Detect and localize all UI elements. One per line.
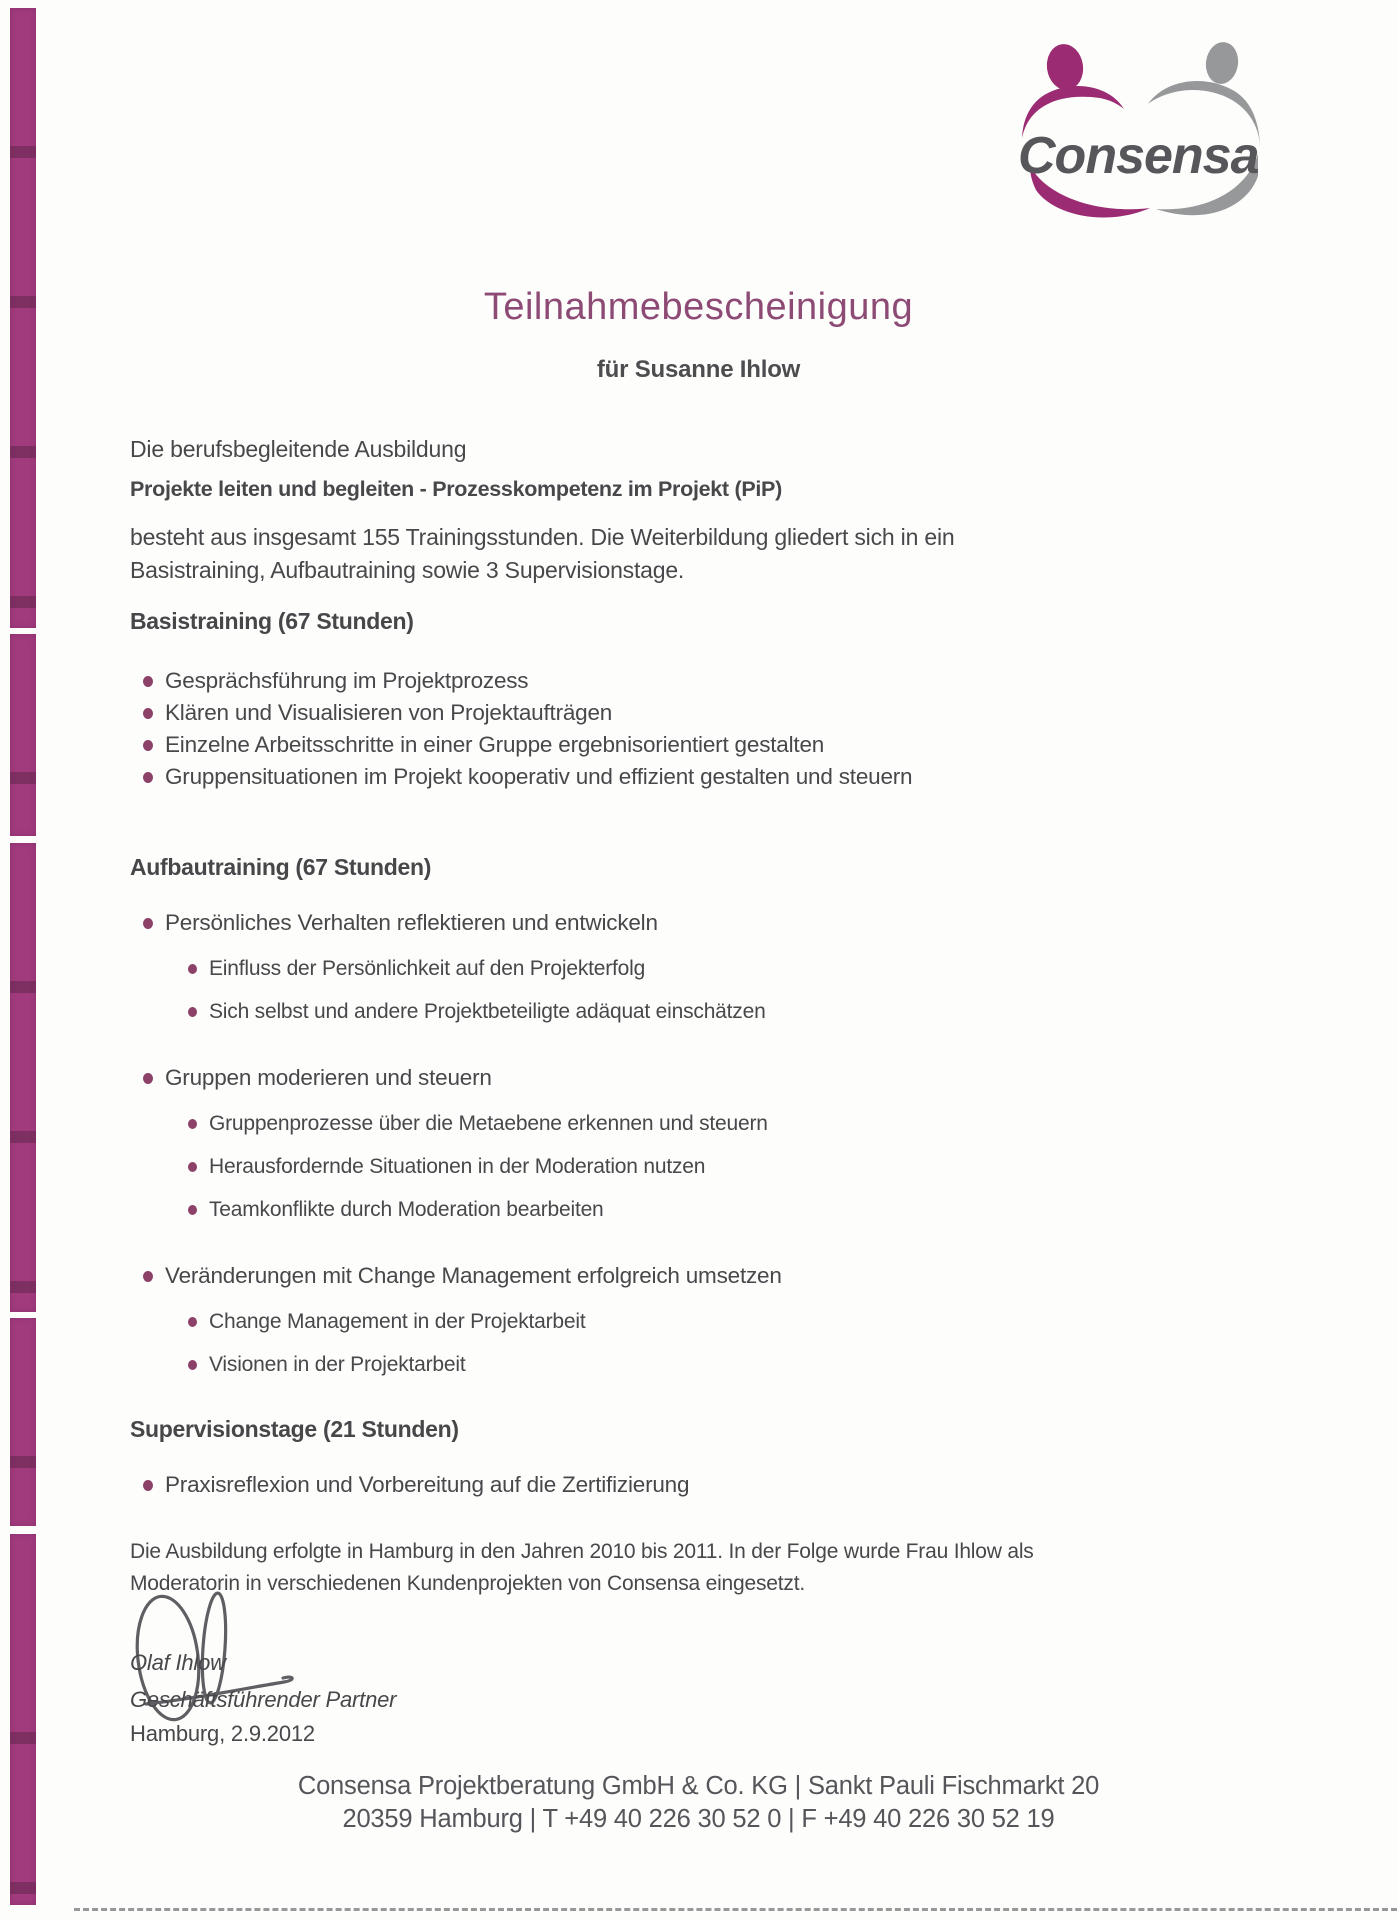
intro-paragraph-line: Basistraining, Aufbautraining sowie 3 Supervisionstage. [130,557,685,583]
consensa-logo [1008,42,1266,222]
footer-address-line: Consensa Projektberatung GmbH & Co. KG | Sankt Pauli Fischmarkt 20 [297,1772,1100,1800]
bullet-item [130,1261,1327,1380]
bullet-list [130,666,1327,792]
scan-bottom-edge [74,1908,1397,1911]
bullet-item-label: Einzelne Arbeitsschritte in einer Gruppe ergebnisorientiert gestalten [165,732,825,757]
bullet-item [130,1063,1327,1225]
sub-bullet-item: Change Management in der Projektarbeit [165,1307,1327,1337]
intro-paragraph [130,521,954,587]
scan-binding-stripe-segment [10,1318,36,1526]
sub-bullet-item: Sich selbst und andere Projektbeteiligte adäquat einschätzen [165,997,1327,1027]
bullet-item-label: Gruppensituationen im Projekt kooperativ und effizient gestalten und steuern [165,764,913,789]
certificate-title: Teilnahmebescheinigung [483,286,914,328]
sub-bullet-item: Herausfordernde Situationen in der Moderation nutzen [165,1152,1327,1182]
company-footer [0,1770,1397,1836]
footer-contact-line: 20359 Hamburg | T +49 40 226 30 52 0 | F +49 40 226 30 52 19 [342,1805,1055,1833]
bullet-item-label: Veränderungen mit Change Management erfolgreich umsetzen [165,1263,782,1288]
bullet-item [130,1470,1327,1500]
sub-bullet-item: Gruppenprozesse über die Metaebene erkennen und steuern [165,1109,1327,1139]
sub-bullet-list [165,954,1327,1027]
signatory-role: Geschäftsführender Partner [130,1687,397,1712]
sub-bullet-list [165,1307,1327,1380]
scan-binding-stripe-segment [10,634,36,836]
bullet-item-label: Praxisreflexion und Vorbereitung auf die Zertifizierung [165,1472,690,1497]
scan-binding-stripe-segment [10,1534,36,1905]
bullet-item [130,666,1327,696]
section-heading: Supervisionstage (21 Stunden) [130,1416,459,1442]
signature-place-date: Hamburg, 2.9.2012 [130,1721,315,1746]
intro-paragraph-line: besteht aus insgesamt 155 Trainingsstunden. Die Weiterbildung gliedert sich in ein [130,524,955,550]
bullet-item [130,698,1327,728]
closing-paragraph-line: Moderatorin in verschiedenen Kundenprojekten von Consensa eingesetzt. [130,1572,805,1595]
training-section [130,852,1327,1380]
bullet-list [130,1470,1327,1500]
logo-brand-text: Consensa [1018,127,1259,185]
program-title: Projekte leiten und begleiten - Prozesskompetenz im Projekt (PiP) [130,477,782,501]
bullet-item [130,762,1327,792]
sub-bullet-item: Einfluss der Persönlichkeit auf den Projekterfolg [165,954,1327,984]
section-heading: Basistraining (67 Stunden) [130,608,414,634]
section-heading: Aufbautraining (67 Stunden) [130,854,432,880]
bullet-item-label: Persönliches Verhalten reflektieren und entwickeln [165,910,658,935]
training-section [130,606,1327,792]
bullet-item [130,730,1327,760]
bullet-item [130,908,1327,1027]
bullet-item-label: Gesprächsführung im Projektprozess [165,668,529,693]
bullet-item-label: Gruppen moderieren und steuern [165,1065,492,1090]
sub-bullet-item: Visionen in der Projektarbeit [165,1350,1327,1380]
certificate-recipient: für Susanne Ihlow [596,356,801,383]
closing-paragraph-line: Die Ausbildung erfolgte in Hamburg in den Jahren 2010 bis 2011. In der Folge wurde Frau Ihlow als [130,1540,1034,1563]
intro-line: Die berufsbegleitende Ausbildung [130,436,467,462]
training-section [130,1414,1327,1500]
consensa-logo-figures-icon [1008,42,1266,222]
sub-bullet-list [165,1109,1327,1225]
bullet-item-label: Klären und Visualisieren von Projektaufträgen [165,700,613,725]
scan-binding-stripe-segment [10,843,36,1312]
signatory-name: Olaf Ihlow [130,1650,226,1675]
bullet-list [130,908,1327,1380]
sub-bullet-item: Teamkonflikte durch Moderation bearbeiten [165,1195,1327,1225]
